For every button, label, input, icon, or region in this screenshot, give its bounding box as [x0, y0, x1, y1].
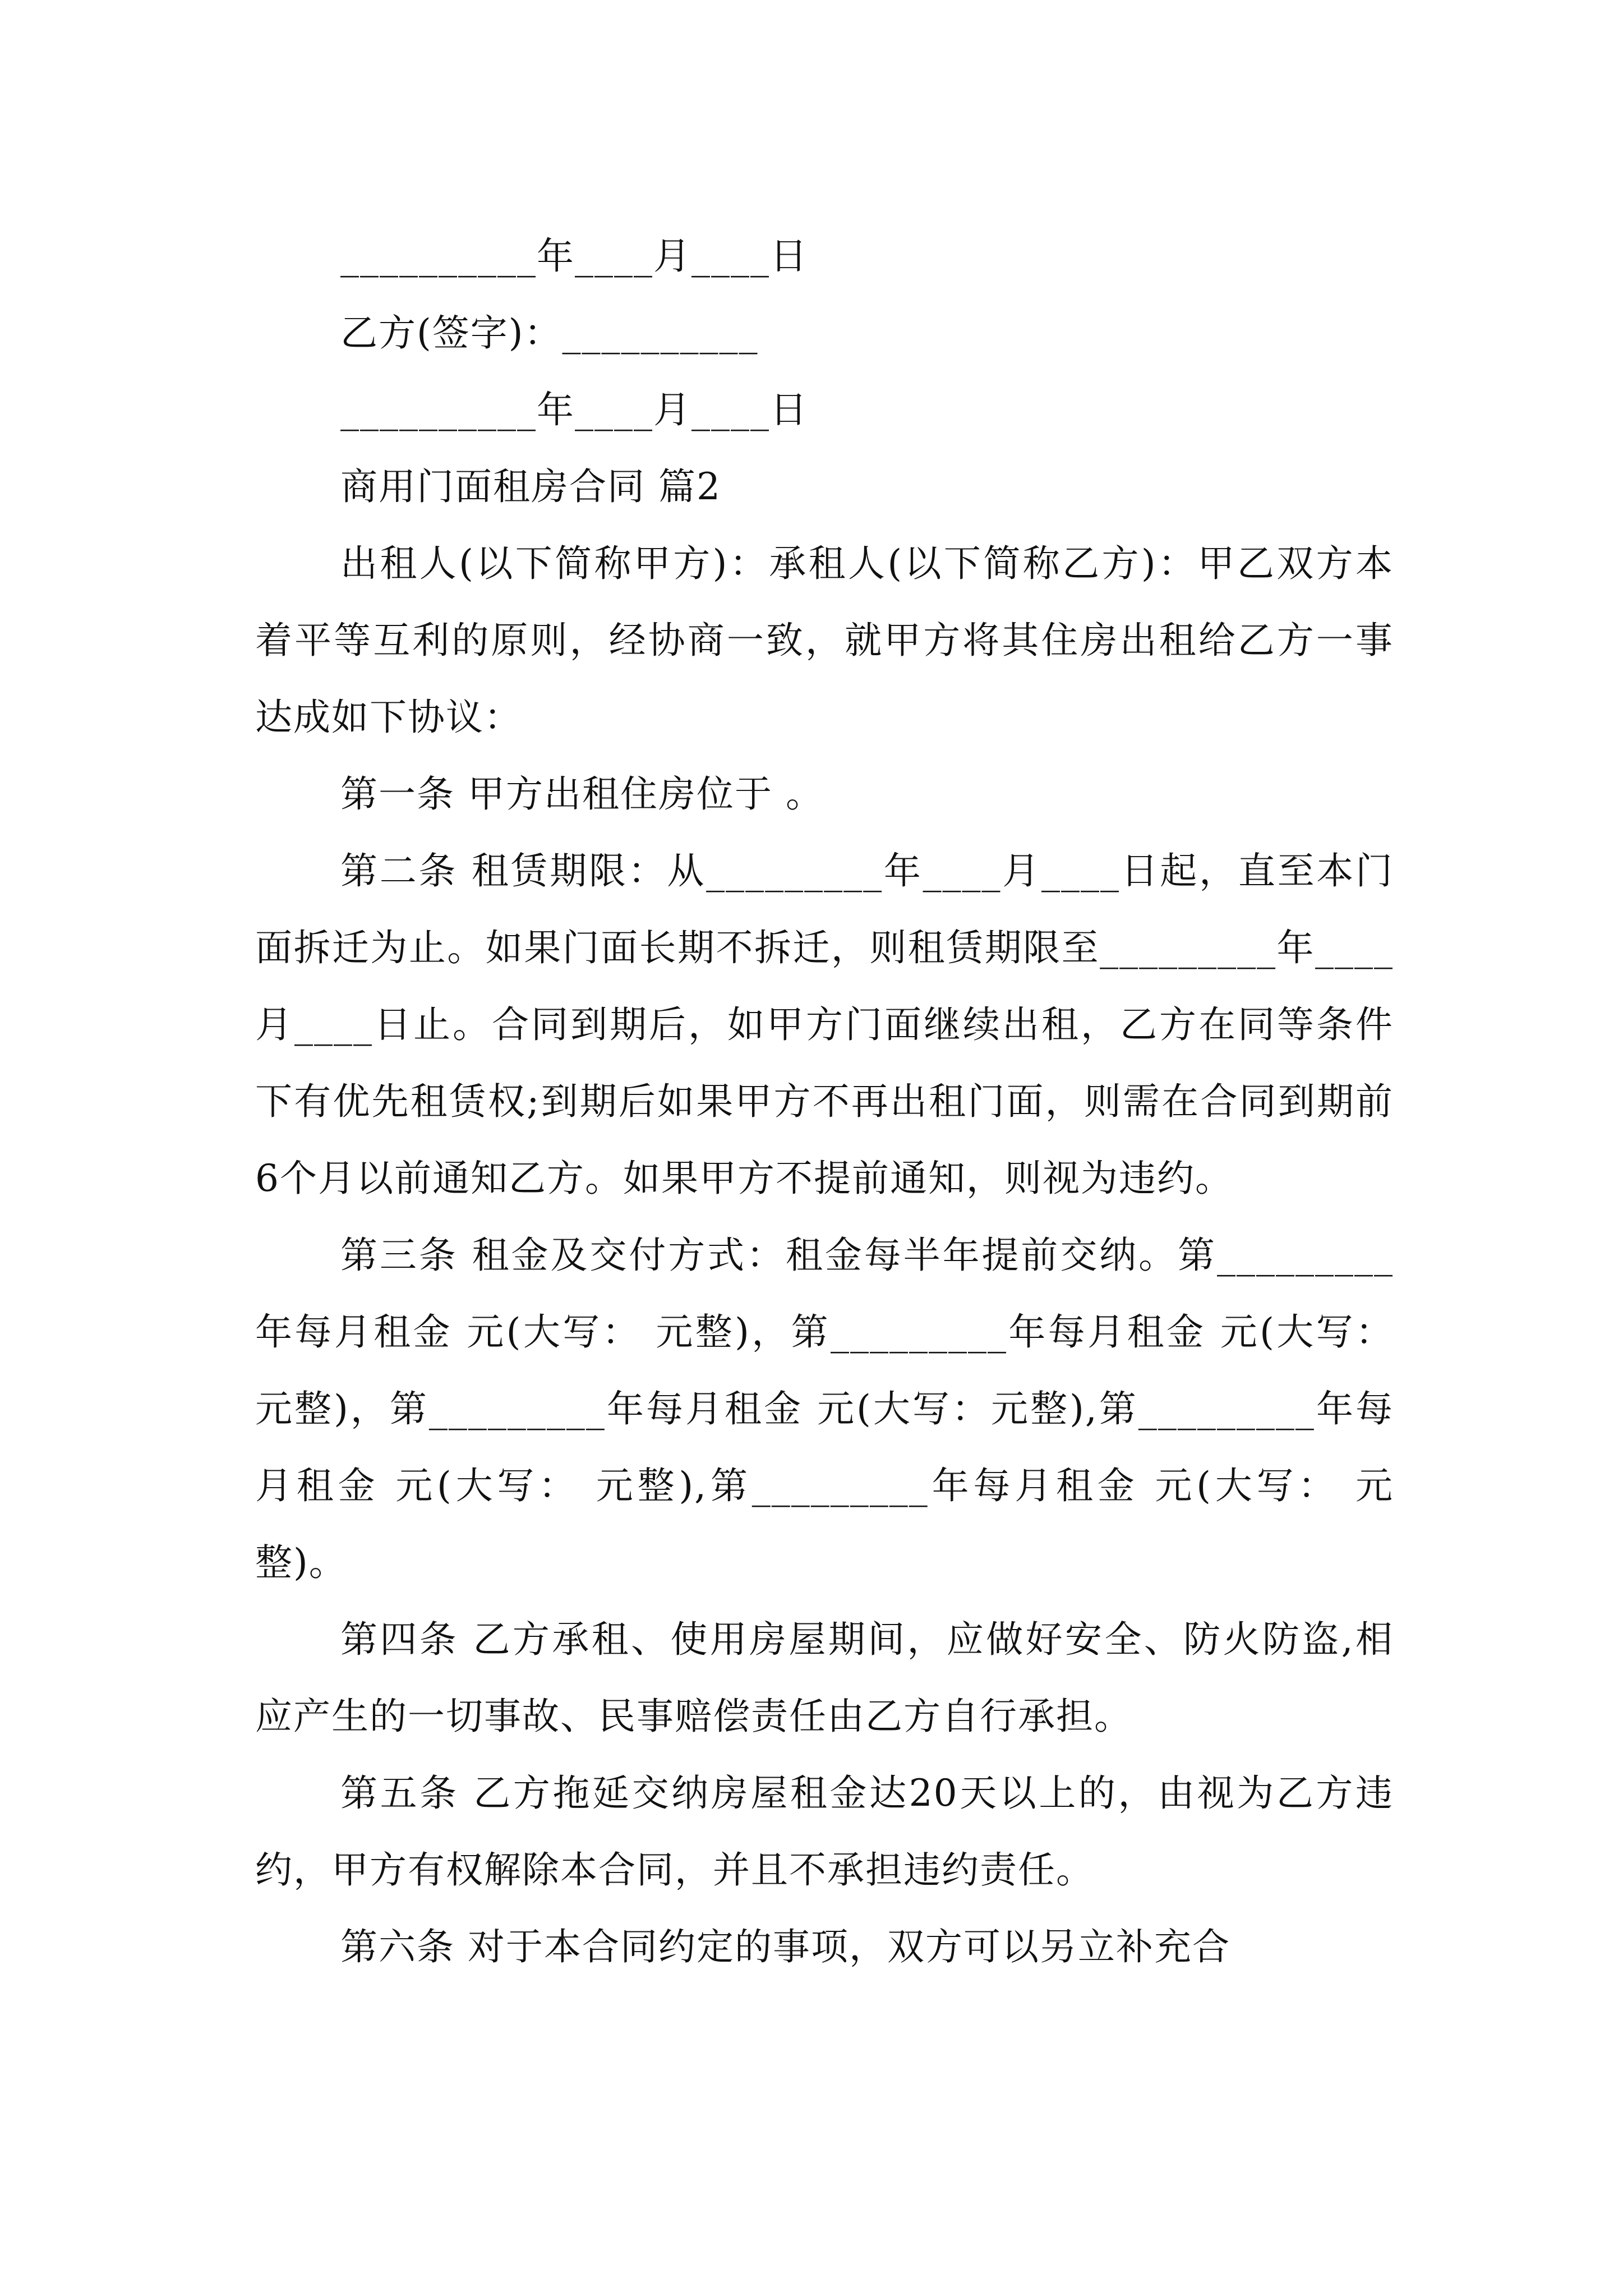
contract-text: [255, 218, 1394, 1985]
intro-paragraph: 出租人(以下简称甲方)：承租人(以下简称乙方)：甲乙双方本着平等互利的原则，经协商一致，就甲方将其住房出租给乙方一事达成如下协议：: [255, 542, 1394, 739]
article-5: 第五条 乙方拖延交纳房屋租金达20天以上的，由视为乙方违约，甲方有权解除本合同，并且不承担违约责任。: [255, 1772, 1394, 1892]
article-4: 第四条 乙方承租、使用房屋期间，应做好安全、防火防盗,相应产生的一切事故、民事赔偿责任由乙方自行承担。: [255, 1618, 1394, 1738]
date-line-1: __________年____月____日: [340, 234, 808, 278]
article-6: 第六条 对于本合同约定的事项，双方可以另立补充合: [340, 1925, 1230, 1968]
party-b-signature-line: 乙方(签字)：__________: [340, 311, 759, 355]
article-1: 第一条 甲方出租住房位于 。: [340, 772, 824, 816]
article-2: 第二条 租赁期限：从_________年____月____日起，直至本门面拆迁为止。如果门面长期不拆迁，则租赁期限至_________年____月____日止。合同到期后，如甲方门面继续出租，乙方在同等条件下有优先租赁权;到期后如果甲方不再出租门面，则需在合同到期前6个月以前通知乙方。如果甲方不提前通知，则视为违约。: [255, 849, 1394, 1200]
section-heading: 商用门面租房合同 篇2: [340, 465, 721, 508]
article-3: 第三条 租金及交付方式：租金每半年提前交纳。第_________年每月租金 元(大写： 元整)，第_________年每月租金 元(大写： 元整)，第_________年每月租金 元(大写：元整),第_________年每月租金 元(大写： 元整),第_________年每月租金 元(大写： 元整)。: [255, 1234, 1394, 1584]
date-line-2: __________年____月____日: [340, 388, 808, 431]
